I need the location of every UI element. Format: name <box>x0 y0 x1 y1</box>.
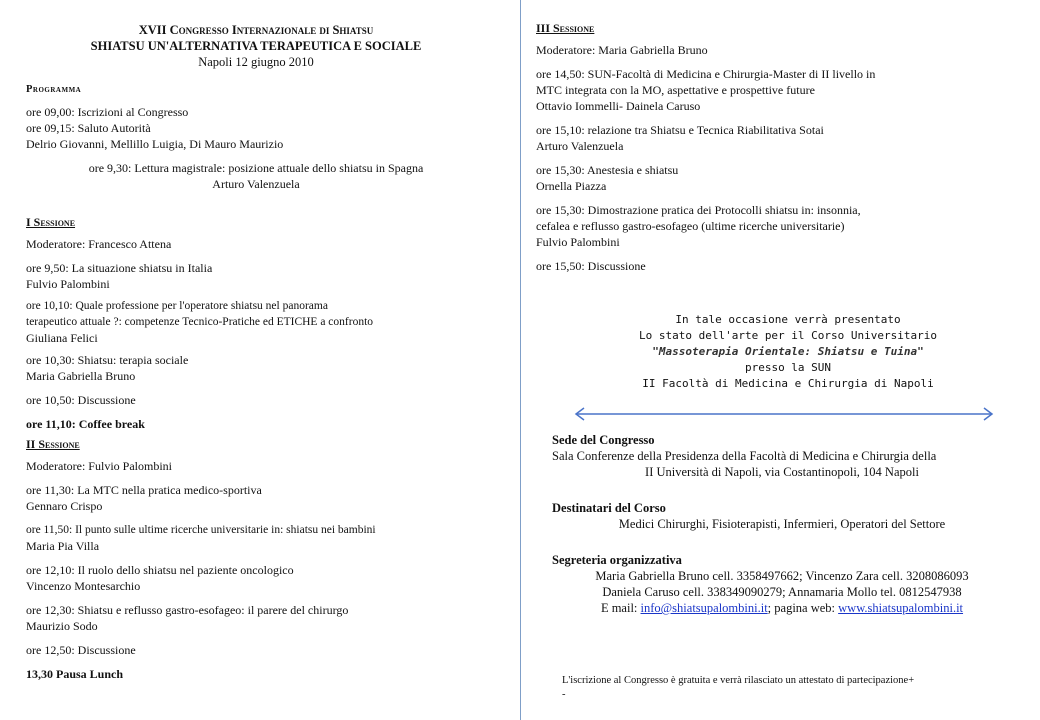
congress-header <box>26 22 486 70</box>
agenda-item: ore 10,10: Quale professione per l'operatore shiatsu nel panorama <box>26 300 328 312</box>
agenda-item: ore 11,30: La MTC nella pratica medico-sportiva <box>26 483 262 497</box>
web-label: ; pagina web: <box>767 601 836 615</box>
footer-note <box>562 674 1022 702</box>
speaker-name: Vincenzo Montesarchio <box>26 579 141 593</box>
speaker-name: Arturo Valenzuela <box>536 139 624 153</box>
footer-text: L'iscrizione al Congresso è gratuita e verrà rilasciato un attestato di partecipazione+ <box>562 675 915 686</box>
speaker-name: Maria Gabriella Bruno <box>26 369 136 383</box>
session-3-heading: III Sessione <box>536 21 595 35</box>
contact-line <box>552 600 1012 616</box>
agenda-item: cefalea e reflusso gastro-esofageo (ultime ricerche universitarie) <box>536 219 845 233</box>
congress-subtitle: SHIATSU UN'ALTERNATIVA TERAPEUTICA E SOCIALE <box>90 39 422 53</box>
session-2-heading: II Sessione <box>26 437 80 451</box>
column-divider <box>520 0 521 720</box>
course-name: "Massoterapia Orientale: Shiatsu e Tuina" <box>652 345 924 358</box>
email-link[interactable]: info@shiatsupalombini.it <box>640 601 768 615</box>
agenda-item: ore 11,50: Il punto sulle ultime ricerche universitarie in: shiatsu nei bambini <box>26 524 376 536</box>
announcement-line: presso la SUN <box>744 361 832 374</box>
venue-line: II Università di Napoli, via Costantinopoli, 104 Napoli <box>645 465 919 479</box>
speaker-name: Fulvio Palombini <box>536 235 620 249</box>
agenda-item: ore 12,50: Discussione <box>26 643 136 657</box>
secretariat-heading: Segreteria organizzativa <box>552 553 682 567</box>
session-1-heading: I Sessione <box>26 215 76 229</box>
moderator: Moderatore: Francesco Attena <box>26 237 172 251</box>
programma-item: ore 09,15: Saluto Autorità <box>26 121 151 135</box>
double-arrow-icon <box>572 406 996 422</box>
speaker-name: Arturo Valenzuela <box>212 177 300 191</box>
speaker-name: Giuliana Felici <box>26 331 98 345</box>
course-announcement <box>588 312 988 392</box>
website-link[interactable]: www.shiatsupalombini.it <box>838 601 964 615</box>
agenda-item: 13,30 Pausa Lunch <box>26 667 124 681</box>
agenda-item: ore 14,50: SUN-Facoltà di Medicina e Chirurgia-Master di II livello in <box>536 67 876 81</box>
email-label: E mail: <box>600 601 638 615</box>
programma-item: Delrio Giovanni, Mellillo Luigia, Di Mauro Maurizio <box>26 137 284 151</box>
agenda-item: terapeutico attuale ?: competenze Tecnico-Pratiche ed ETICHE a confronto <box>26 316 374 328</box>
audience-heading: Destinatari del Corso <box>552 501 666 515</box>
congress-date: Napoli 12 giugno 2010 <box>198 55 314 69</box>
programma-item: ore 9,30: Lettura magistrale: posizione attuale dello shiatsu in Spagna <box>88 161 424 175</box>
moderator: Moderatore: Maria Gabriella Bruno <box>536 43 708 57</box>
programma-heading: Programma <box>26 84 82 95</box>
announcement-line: II Facoltà di Medicina e Chirurgia di Napoli <box>642 377 934 390</box>
footer-dash: - <box>562 689 566 700</box>
agenda-item: ore 15,30: Anestesia e shiatsu <box>536 163 679 177</box>
announcement-line: Lo stato dell'arte per il Corso Universitario <box>638 329 937 342</box>
audience-line: Medici Chirurghi, Fisioterapisti, Infermieri, Operatori del Settore <box>618 517 946 531</box>
congress-title: XVII Congresso Internazionale di Shiatsu <box>138 23 374 37</box>
agenda-item: ore 15,50: Discussione <box>536 259 646 273</box>
venue-block <box>552 432 1012 616</box>
programma-item: ore 09,00: Iscrizioni al Congresso <box>26 105 189 119</box>
agenda-item: ore 12,10: Il ruolo dello shiatsu nel paziente oncologico <box>26 563 294 577</box>
speaker-name: Maurizio Sodo <box>26 619 98 633</box>
agenda-item: ore 10,30: Shiatsu: terapia sociale <box>26 353 189 367</box>
speaker-name: Fulvio Palombini <box>26 277 110 291</box>
speaker-name: Ottavio Iommelli- Dainela Caruso <box>536 99 701 113</box>
agenda-item: ore 9,50: La situazione shiatsu in Italia <box>26 261 213 275</box>
venue-line: Sala Conferenze della Presidenza della Facoltà di Medicina e Chirurgia della <box>552 449 937 463</box>
agenda-item: ore 10,50: Discussione <box>26 393 136 407</box>
venue-heading: Sede del Congresso <box>552 433 655 447</box>
announcement-line: In tale occasione verrà presentato <box>675 313 901 326</box>
left-column <box>26 0 486 682</box>
speaker-name: Gennaro Crispo <box>26 499 103 513</box>
secretariat-line: Maria Gabriella Bruno cell. 3358497662; Vincenzo Zara cell. 3208086093 <box>595 569 969 583</box>
agenda-item: ore 12,30: Shiatsu e reflusso gastro-esofageo: il parere del chirurgo <box>26 603 349 617</box>
agenda-item: ore 15,30: Dimostrazione pratica dei Protocolli shiatsu in: insonnia, <box>536 203 861 217</box>
agenda-item: MTC integrata con la MO, aspettative e prospettive future <box>536 83 815 97</box>
speaker-name: Maria Pia Villa <box>26 539 100 553</box>
agenda-item: ore 15,10: relazione tra Shiatsu e Tecnica Riabilitativa Sotai <box>536 123 824 137</box>
secretariat-line: Daniela Caruso cell. 338349090279; Annamaria Mollo tel. 0812547938 <box>602 585 962 599</box>
speaker-name: Ornella Piazza <box>536 179 607 193</box>
right-column <box>536 0 1012 274</box>
moderator: Moderatore: Fulvio Palombini <box>26 459 172 473</box>
agenda-item: ore 11,10: Coffee break <box>26 417 145 431</box>
